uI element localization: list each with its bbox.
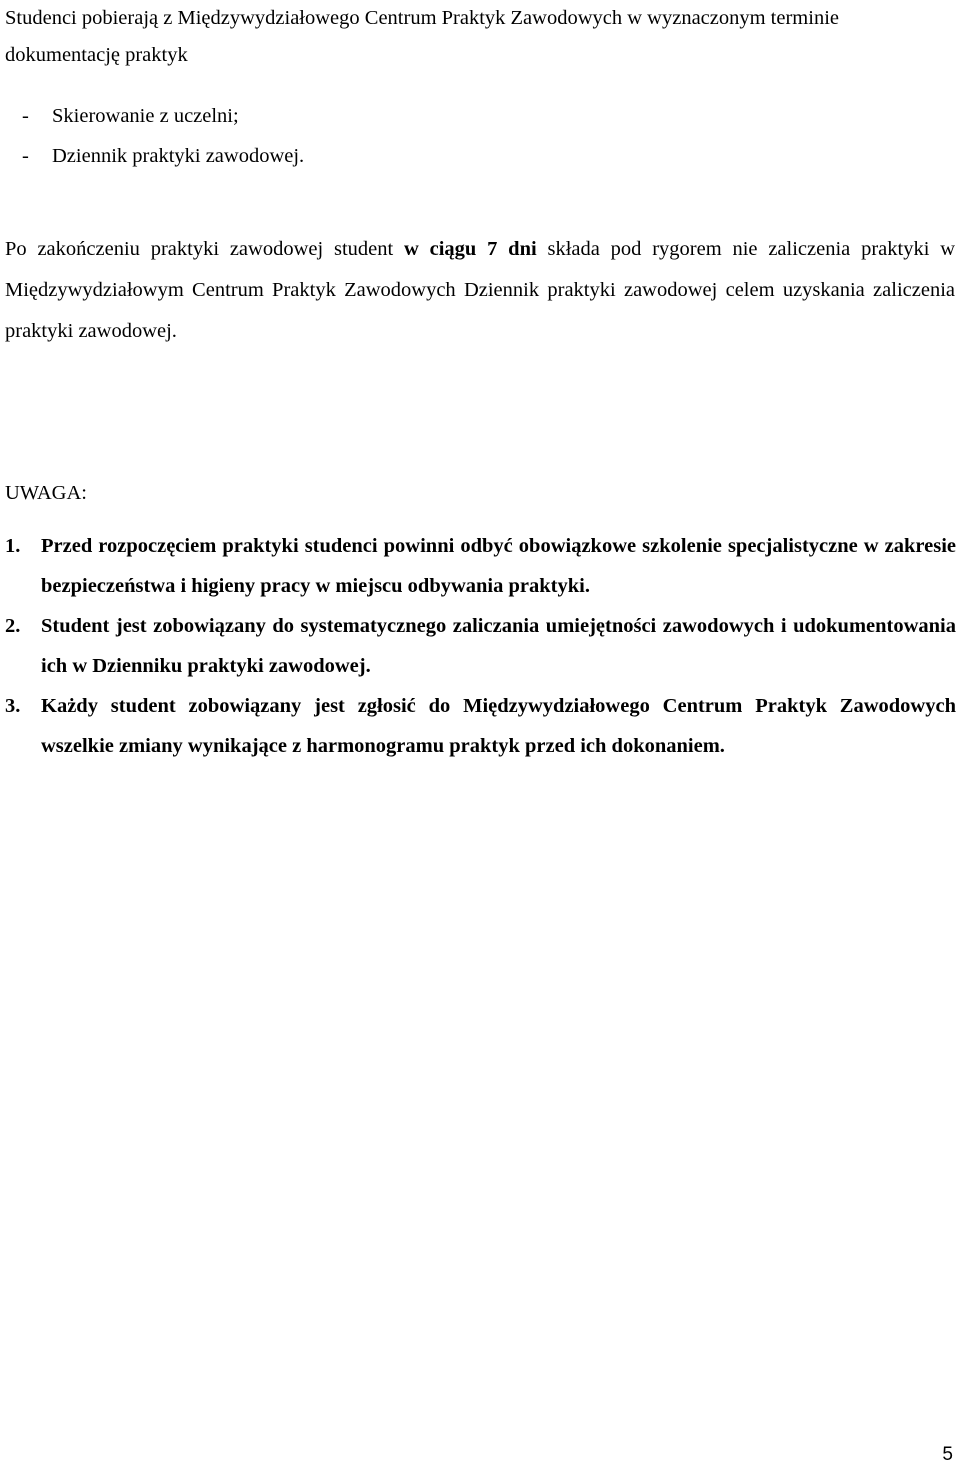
list-dash: -: [22, 105, 29, 127]
list-item-text: Dziennik praktyki zawodowej.: [52, 145, 305, 167]
list-item: [5, 686, 956, 766]
notice-text: Każdy student zobowiązany jest zgłosić do Międzywydziałowego Centrum Praktyk Zawodowych wszelkie zmiany wynikające z harmonogramu praktyk przed ich dokonaniem.: [41, 695, 956, 757]
notice-number: 3.: [5, 695, 21, 717]
notice-text: Przed rozpoczęciem praktyki studenci powinni odbyć obowiązkowe szkolenie specjalistyczne w zakresie bezpieczeństwa i higieny pracy w miejscu odbywania praktyki.: [41, 535, 956, 597]
completion-text-before: Po zakończeniu praktyki zawodowej student: [5, 238, 405, 260]
page-number: 5: [942, 1444, 953, 1465]
list-item-text: Skierowanie z uczelni;: [52, 105, 239, 127]
notice-heading: UWAGA:: [5, 482, 87, 504]
completion-text-after: składa pod rygorem nie zaliczenia praktyki w Międzywydziałowym Centrum Praktyk Zawodowych Dziennik praktyki zawodowej celem uzyskania zaliczenia praktyki zawodowej.: [5, 238, 955, 342]
list-dash: -: [22, 145, 29, 167]
list-item: [5, 606, 956, 686]
intro-paragraph: Studenci pobierają z Międzywydziałowego Centrum Praktyk Zawodowych w wyznaczonym terminie dokumentację praktyk: [5, 7, 839, 66]
notice-text: Student jest zobowiązany do systematycznego zaliczania umiejętności zawodowych i udokumentowania ich w Dzienniku praktyki zawodowej.: [41, 615, 956, 677]
completion-paragraph: [5, 229, 955, 352]
notice-number: 1.: [5, 535, 21, 557]
deadline-emphasis: w ciągu 7 dni: [404, 238, 537, 260]
notice-list: [5, 526, 956, 766]
list-item: [5, 136, 304, 176]
list-item: [5, 96, 304, 136]
list-item: [5, 526, 956, 606]
documents-list: [5, 96, 304, 176]
notice-number: 2.: [5, 615, 21, 637]
